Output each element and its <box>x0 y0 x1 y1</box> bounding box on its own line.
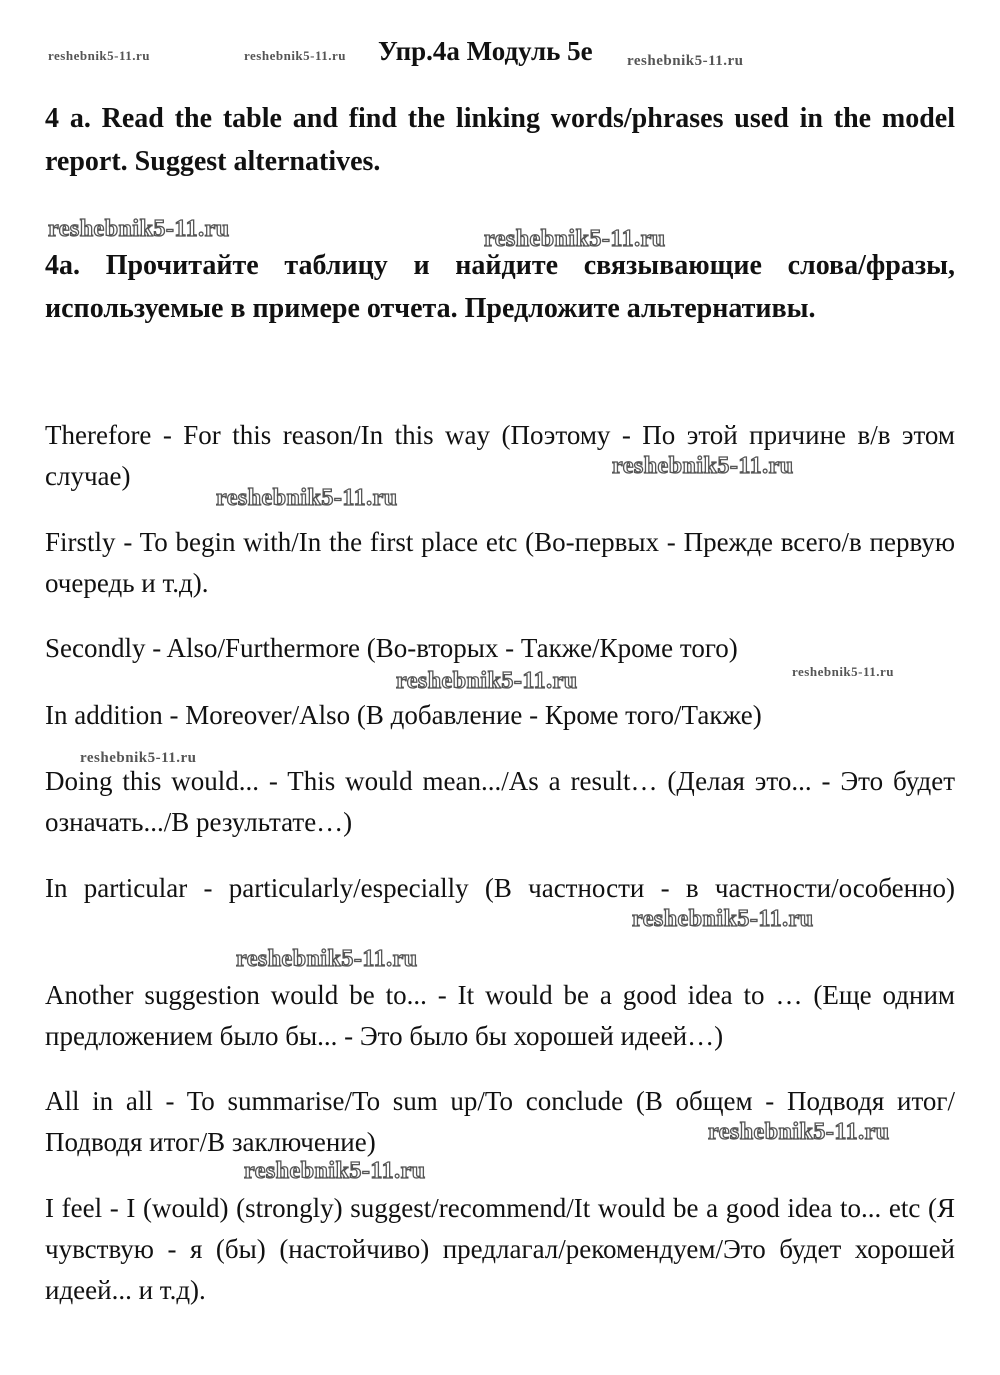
list-item: Doing this would... - This would mean.../As a result… (Делая это... - Это будет означать.../В результате…) <box>45 766 955 837</box>
watermark: reshebnik5-11.ru <box>627 53 744 69</box>
watermark: reshebnik5-11.ru <box>236 946 418 972</box>
list-item: I feel - I (would) (strongly) suggest/recommend/It would be a good idea to... etc (Я чувствую - я (бы) (настойчиво) предлагал/рекомендуем/Это будет хорошей идеей... и т.д). <box>45 1193 955 1305</box>
watermark: reshebnik5-11.ru <box>48 48 151 63</box>
watermark: reshebnik5-11.ru <box>792 664 895 679</box>
watermark: reshebnik5-11.ru <box>216 485 398 511</box>
list-item: Secondly - Also/Furthermore (Во-вторых - Также/Кроме того) <box>45 633 738 663</box>
list-item: In particular - particularly/especially (В частности - в частности/особенно) <box>45 873 955 903</box>
watermark: reshebnik5-11.ru <box>708 1119 890 1145</box>
watermark: reshebnik5-11.ru <box>396 668 578 694</box>
list-item: In addition - Moreover/Also (В добавление - Кроме того/Также) <box>45 700 762 730</box>
watermark: reshebnik5-11.ru <box>612 453 794 479</box>
watermark: reshebnik5-11.ru <box>48 216 230 242</box>
task-russian: 4а. Прочитайте таблицу и найдите связывающие слова/фразы, используемые в примере отчета. Предложите альтернативы. <box>45 250 955 324</box>
watermark: reshebnik5-11.ru <box>80 750 197 766</box>
task-english: 4 a. Read the table and find the linking words/phrases used in the model report. Suggest alternatives. <box>45 103 955 177</box>
watermark: reshebnik5-11.ru <box>244 1158 426 1184</box>
watermark: reshebnik5-11.ru <box>244 48 347 63</box>
list-item: All in all - To summarise/To sum up/To conclude (В общем - Подводя итог/Подводя итог/В заключение) <box>45 1086 955 1157</box>
list-item: Firstly - To begin with/In the first place etc (Во-первых - Прежде всего/в первую очередь и т.д). <box>45 527 955 598</box>
watermark: reshebnik5-11.ru <box>632 906 814 932</box>
list-item: Another suggestion would be to... - It would be a good idea to … (Еще одним предложением было бы... - Это было бы хорошей идеей…) <box>45 980 955 1051</box>
page-title: Упр.4a Модуль 5e <box>378 36 593 66</box>
watermark: reshebnik5-11.ru <box>484 226 666 252</box>
list-item: Therefore - For this reason/In this way (Поэтому - По этой причине в/в этом случае) <box>45 420 955 491</box>
